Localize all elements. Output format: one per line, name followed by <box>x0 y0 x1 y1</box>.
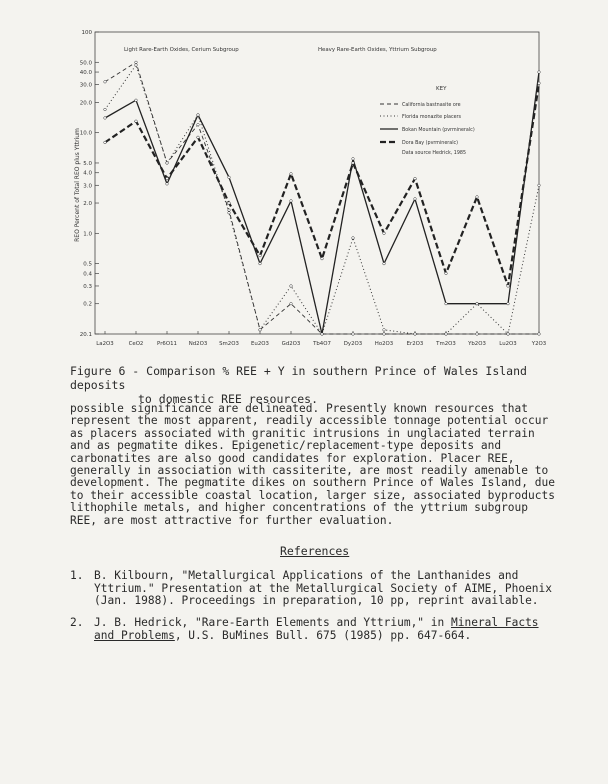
y-tick-label: 100 <box>81 30 92 36</box>
y-tick-label: 50.0 <box>79 60 92 67</box>
y-tick-label: 0.5 <box>83 261 92 268</box>
series-point <box>290 285 293 288</box>
series-point <box>383 333 386 336</box>
series-point <box>445 272 448 275</box>
x-tick-label: Nd2O3 <box>188 341 208 347</box>
y-axis <box>80 30 99 338</box>
series-point <box>414 198 417 201</box>
x-tick-label: Tb4O7 <box>313 341 331 347</box>
series-line-1 <box>105 65 539 334</box>
y-tick-label: 20.1 <box>79 332 92 338</box>
legend <box>380 86 475 156</box>
series-point <box>259 262 262 265</box>
series-point <box>414 177 417 180</box>
y-tick-label: 0.2 <box>83 301 92 308</box>
series-point <box>538 82 541 85</box>
legend-title: KEY <box>436 86 447 92</box>
series-point <box>197 114 200 117</box>
series-point <box>228 202 231 205</box>
y-tick-label: 5.0 <box>83 160 92 167</box>
series-point <box>104 108 107 111</box>
series-point <box>321 333 324 336</box>
legend-label-3: Dora Bay (pvrmineralc) <box>402 141 459 146</box>
x-tick-label: Gd2O3 <box>281 341 301 347</box>
series-point <box>507 285 510 288</box>
series-point <box>538 71 541 74</box>
series-point <box>352 333 355 336</box>
series-point <box>414 333 417 336</box>
series-point <box>259 329 262 332</box>
series-point <box>383 232 386 235</box>
series-point <box>104 117 107 120</box>
series-point <box>228 176 231 179</box>
reference-text-post: , U.S. BuMines Bull. 675 (1985) pp. 647-664. <box>174 628 472 642</box>
series-point <box>352 158 355 161</box>
y-tick-label: 3.0 <box>83 183 92 190</box>
legend-source-note: Data source Hedrick, 1985 <box>402 151 467 156</box>
reference-number: 2. <box>70 616 84 629</box>
reference-text: B. Kilbourn, "Metallurgical Applications of the Lanthanides and Yttrium." Presentation at the Metallurgical Society of AIME, Phoenix (Jan. 1988). Proceedings in preparation, 10 pp, reprint available. <box>94 569 553 608</box>
y-tick-label: 20.0 <box>79 100 92 107</box>
body-paragraph: possible significance are delineated. Presently known resources that represent the most apparent, readily accessible tonnage potential occur as placers associated with granitic intrusions in unglaciated terrain and as pegmatite dikes. Epigenetic/replacement-type deposits and carbonatites are also good candidates for exploration. Placer REE, generally in association with cassiterite, are most readily amenable to development. The pegmatite dikes on southern Prince of Wales Island, due to their accessible coastal location, larger size, associated byproducts lithophile metals, and higher concentrations of the yttrium subgroup REE, are most attractive for further evaluation. <box>70 402 555 527</box>
series-point <box>290 200 293 203</box>
series-point <box>507 333 510 336</box>
x-tick-label: Eu2O3 <box>251 341 269 347</box>
series-point <box>445 302 448 305</box>
y-tick-label: 10.0 <box>79 130 92 137</box>
series-point <box>135 120 138 123</box>
y-tick-label: 30.0 <box>79 82 92 89</box>
caption-line-1: Figure 6 - Comparison % REE + Y in southern Prince of Wales Island deposits <box>70 364 527 392</box>
reference-text-pre: J. B. Hedrick, "Rare-Earth Elements and Yttrium," in <box>94 616 451 629</box>
series-point <box>290 173 293 176</box>
series-layer <box>104 61 541 335</box>
series-point <box>228 209 231 212</box>
y-tick-label: 1.0 <box>83 231 92 238</box>
series-point <box>352 237 355 240</box>
y-tick-label: 0.4 <box>83 271 92 278</box>
series-point <box>538 333 541 336</box>
series-point <box>259 254 262 257</box>
figure-caption <box>70 364 570 406</box>
series-point <box>321 257 324 260</box>
series-point <box>166 162 169 165</box>
series-line-2 <box>105 72 539 334</box>
series-point <box>383 329 386 332</box>
series-point <box>476 196 479 199</box>
series-point <box>290 302 293 305</box>
group-label-heavy: Heavy Rare-Earth Oxides, Yttrium Subgroup <box>318 47 437 53</box>
y-tick-label: 0.3 <box>83 283 92 290</box>
plot-frame <box>95 32 539 334</box>
reference-number: 1. <box>70 569 84 582</box>
series-point <box>135 61 138 64</box>
series-point <box>166 177 169 180</box>
legend-label-0: California bastnasite ore <box>402 103 461 108</box>
x-tick-label: Lu2O3 <box>499 341 517 347</box>
y-tick-label: 2.0 <box>83 201 92 208</box>
series-point <box>538 184 541 187</box>
series-point <box>197 136 200 139</box>
group-label-light: Light Rare-Earth Oxides, Cerium Subgroup <box>124 47 239 53</box>
x-tick-label: Ho2O3 <box>374 341 394 347</box>
x-tick-label: Pr6O11 <box>157 341 177 347</box>
series-point <box>383 262 386 265</box>
series-point <box>445 333 448 336</box>
series-point <box>135 64 138 67</box>
x-tick-label: Y2O3 <box>531 341 547 347</box>
legend-label-1: Florida monazite placers <box>402 115 462 120</box>
series-point <box>166 183 169 186</box>
ree-chart <box>0 0 608 360</box>
y-axis-label: REO Percent of Total REO plus Yttrium <box>74 128 81 242</box>
x-tick-label: Yb2O3 <box>468 341 486 347</box>
series-point <box>352 162 355 165</box>
y-tick-label: 40.0 <box>79 70 92 77</box>
series-point <box>135 99 138 102</box>
y-tick-label: 4.0 <box>83 170 92 177</box>
legend-label-2: Bokan Mountain (pvrmineralc) <box>402 128 475 133</box>
series-point <box>104 141 107 144</box>
x-tick-label: Tm2O3 <box>436 341 456 347</box>
series-point <box>476 302 479 305</box>
reference-text <box>94 617 564 642</box>
series-line-3 <box>105 83 539 286</box>
series-point <box>104 81 107 84</box>
series-point <box>507 302 510 305</box>
references-heading: References <box>280 544 350 558</box>
x-tick-label: Sm2O3 <box>219 341 239 347</box>
x-tick-label: Dy2O3 <box>343 341 363 347</box>
caption-line-2: to domestic REE resources. <box>138 392 319 406</box>
x-tick-label: Er2O3 <box>406 341 424 347</box>
series-line-0 <box>105 62 539 334</box>
x-tick-label: CeO2 <box>128 341 144 347</box>
x-tick-label: La2O3 <box>96 341 114 347</box>
series-point <box>476 333 479 336</box>
reference-title: Mineral Facts and Problems <box>94 616 539 642</box>
series-point <box>228 211 231 214</box>
series-point <box>197 123 200 126</box>
